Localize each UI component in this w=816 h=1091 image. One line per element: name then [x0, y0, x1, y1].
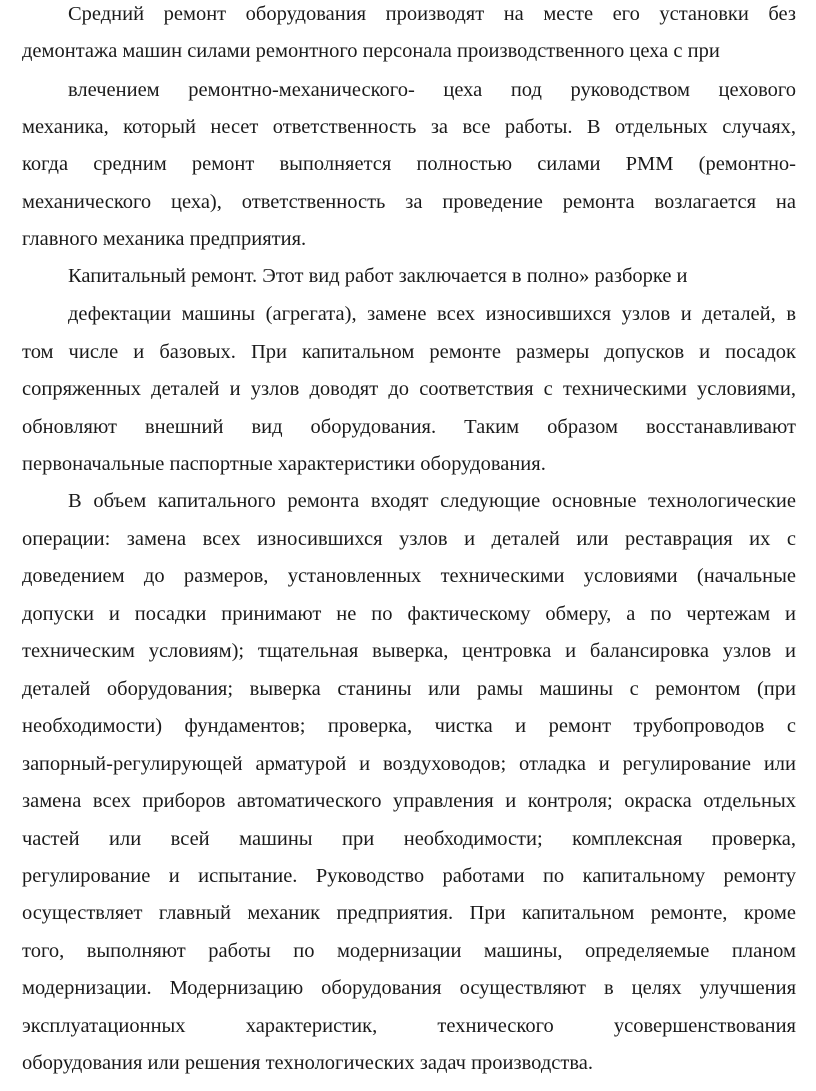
text-line: том числе и базовых. При капитальном ремонте размеры допусков и посадок — [22, 341, 796, 363]
text-line: доведением до размеров, установленных техническими условиями (начальные — [22, 565, 796, 587]
text-line: сопряженных деталей и узлов доводят до соответствия с техническими условиями, — [22, 378, 796, 400]
text-line: деталей оборудования; выверка станины или рамы машины с ремонтом (при — [22, 678, 796, 700]
text-line: демонтажа машин силами ремонтного персонала производственного цеха с при — [22, 40, 720, 62]
text-line: модернизации. Модернизацию оборудования осуществляют в целях улучшения — [22, 977, 796, 999]
text-line: регулирование и испытание. Руководство работами по капитальному ремонту — [22, 865, 796, 887]
text-line: влечением ремонтно-механического- цеха под руководством цехового — [68, 79, 796, 101]
text-line: В объем капитального ремонта входят следующие основные технологические — [68, 490, 796, 512]
text-line: необходимости) фундаментов; проверка, чистка и ремонт трубопроводов с — [22, 715, 796, 737]
text-line: операции: замена всех износившихся узлов и деталей или реставрация их с — [22, 528, 796, 550]
text-line: главного механика предприятия. — [22, 228, 307, 250]
text-line: техническим условиям); тщательная выверка, центровка и балансировка узлов и — [22, 640, 796, 662]
text-line: оборудования или решения технологических задач производства. — [22, 1052, 593, 1074]
text-line: замена всех приборов автоматического управления и контроля; окраска отдельных — [22, 790, 796, 812]
text-line: того, выполняют работы по модернизации машины, определяемые планом — [22, 940, 796, 962]
text-line: запорный-регулирующей арматурой и воздуховодов; отладка и регулирование или — [22, 753, 796, 775]
text-line: частей или всей машины при необходимости; комплексная проверка, — [22, 828, 796, 850]
text-line: обновляют внешний вид оборудования. Таким образом восстанавливают — [22, 416, 796, 438]
text-line: когда средним ремонт выполняется полностью силами РММ (ремонтно- — [22, 153, 796, 175]
text-line: Капитальный ремонт. Этот вид работ заключается в полно» разборке и — [68, 265, 688, 287]
text-line: осуществляет главный механик предприятия. При капитальном ремонте, кроме — [22, 902, 796, 924]
text-line: первоначальные паспортные характеристики оборудования. — [22, 453, 546, 475]
text-line: эксплуатационных характеристик, технического усовершенствования — [22, 1015, 796, 1037]
text-line: дефектации машины (агрегата), замене всех износившихся узлов и деталей, в — [68, 303, 796, 325]
text-line: механического цеха), ответственность за проведение ремонта возлагается на — [22, 191, 796, 213]
text-line: Средний ремонт оборудования производят на месте его установки без — [68, 3, 796, 25]
text-line: механика, который несет ответственность за все работы. В отдельных случаях, — [22, 116, 796, 138]
text-line: допуски и посадки принимают не по фактическому обмеру, а по чертежам и — [22, 603, 796, 625]
